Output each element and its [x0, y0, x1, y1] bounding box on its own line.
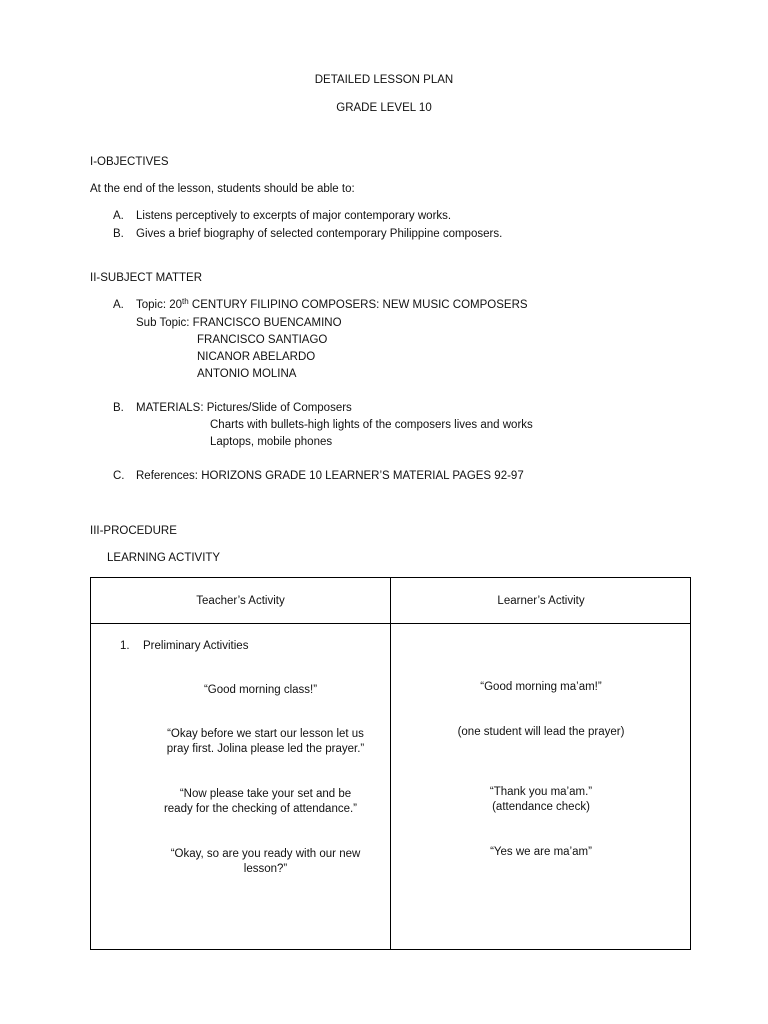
header-divider	[91, 623, 690, 624]
page-title: DETAILED LESSON PLAN	[314, 74, 454, 86]
learner-line: “Yes we are ma’am”	[490, 846, 592, 858]
teacher-activity-header: Teacher’s Activity	[196, 595, 285, 607]
subject-matter-heading: II-SUBJECT MATTER	[90, 272, 203, 284]
subtopic-item: ANTONIO MOLINA	[197, 368, 297, 380]
topic-marker: A.	[113, 299, 124, 311]
column-divider	[390, 578, 391, 949]
learner-activity-header: Learner’s Activity	[497, 595, 585, 607]
teacher-line: lesson?”	[243, 863, 288, 875]
teacher-line: pray first. Jolina please led the prayer.”	[166, 743, 365, 755]
learning-activity-table	[90, 577, 691, 950]
teacher-line: ready for the checking of attendance.”	[163, 803, 358, 815]
grade-level: GRADE LEVEL 10	[336, 102, 432, 114]
topic-prefix: Topic: 20	[136, 299, 183, 311]
subtopic-item: NICANOR ABELARDO	[197, 351, 316, 363]
materials-item: Charts with bullets-high lights of the composers lives and works	[210, 419, 533, 431]
topic-ordinal: th	[182, 297, 189, 306]
objective-a-text: Listens perceptively to excerpts of major contemporary works.	[136, 210, 452, 222]
learner-line: (attendance check)	[492, 801, 590, 813]
objectives-heading: I-OBJECTIVES	[90, 156, 169, 168]
objective-a-marker: A.	[113, 210, 124, 222]
teacher-line: “Okay, so are you ready with our new	[170, 848, 361, 860]
topic-rest: CENTURY FILIPINO COMPOSERS: NEW MUSIC COMPOSERS	[188, 299, 528, 311]
section-marker: 1.	[120, 640, 130, 652]
procedure-heading: III-PROCEDURE	[90, 525, 177, 537]
references-text: References: HORIZONS GRADE 10 LEARNER’S MATERIAL PAGES 92-97	[136, 470, 524, 482]
objective-b-marker: B.	[113, 228, 124, 240]
references-marker: C.	[113, 470, 125, 482]
subtopic-item: FRANCISCO SANTIAGO	[197, 334, 328, 346]
learner-line: “Good morning ma’am!”	[480, 681, 602, 693]
subtopic-label: Sub Topic: FRANCISCO BUENCAMINO	[136, 317, 342, 329]
learning-activity-heading: LEARNING ACTIVITY	[107, 552, 221, 564]
objective-b-text: Gives a brief biography of selected contemporary Philippine composers.	[136, 228, 503, 240]
materials-label: MATERIALS: Pictures/Slide of Composers	[136, 402, 352, 414]
learner-line: “Thank you ma’am.”	[489, 786, 593, 798]
teacher-line: “Okay before we start our lesson let us	[167, 728, 364, 740]
teacher-line: “Now please take your set and be	[179, 788, 352, 800]
materials-marker: B.	[113, 402, 124, 414]
teacher-line: “Good morning class!”	[203, 684, 318, 696]
section-label: Preliminary Activities	[143, 640, 249, 652]
learner-line: (one student will lead the prayer)	[457, 726, 625, 738]
objectives-intro: At the end of the lesson, students should be able to:	[90, 183, 355, 195]
materials-item: Laptops, mobile phones	[210, 436, 333, 448]
topic-line	[136, 298, 528, 312]
